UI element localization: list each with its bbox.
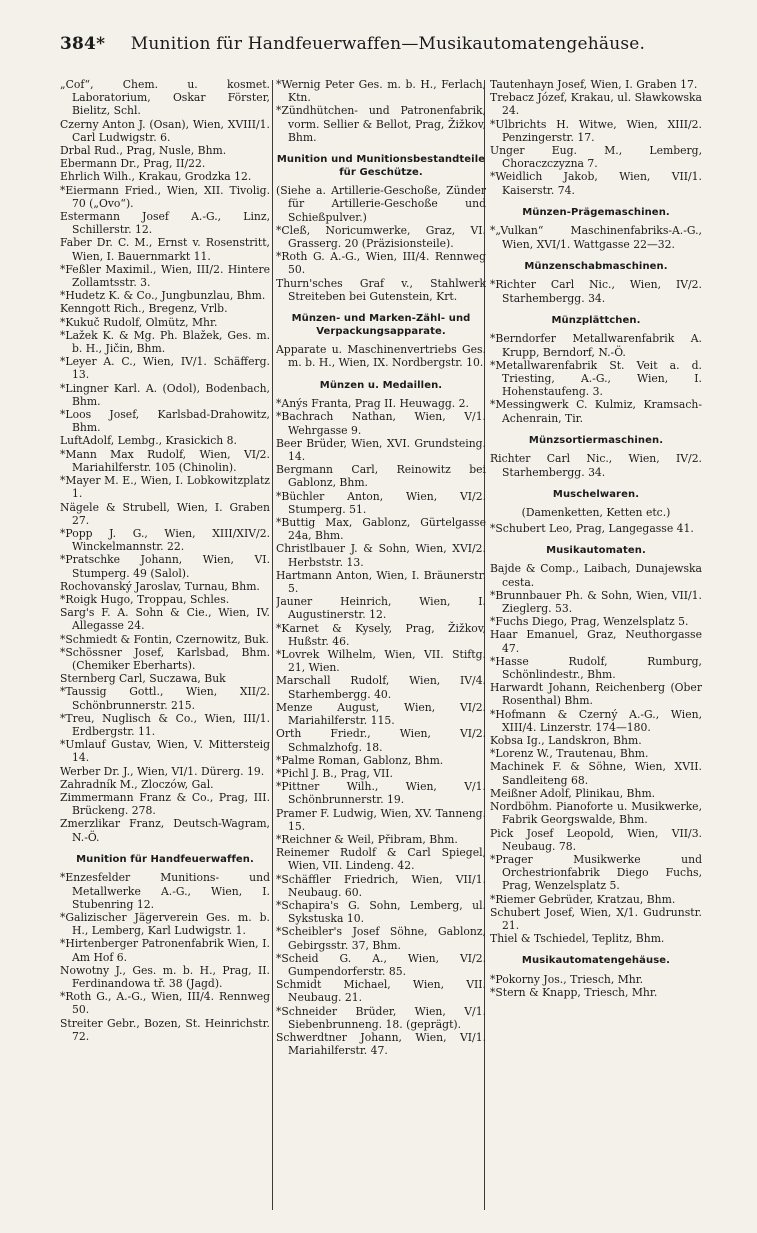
directory-entry: Bajde & Comp., Laibach, Dunajewska cesta. (490, 562, 702, 589)
directory-entry: Ebermann Dr., Prag, II/22. (60, 157, 206, 171)
directory-entry: *Brunnbauer Ph. & Sohn, Wien, VII/1. Zieglerg. 53. (490, 588, 702, 616)
directory-entry: *Zündhütchen- und Patronenfabrik, vorm. Sellier & Bellot, Prag, Žižkov, Bhm. (276, 104, 486, 144)
section-heading: Münzsortiermaschinen. (528, 434, 664, 446)
directory-entry: *Lažek K. & Mg. Ph. Blažek, Ges. m. b. H., Jičin, Bhm. (60, 328, 270, 356)
directory-entry: *Pratschke Johann, Wien, VI. Stumperg. 49 (Salol). (60, 553, 270, 580)
directory-entry: *Schössner Josef, Karlsbad, Bhm. (Chemiker Eberharts). (60, 645, 270, 672)
section-heading: Münzenschabmaschinen. (524, 260, 668, 272)
column-divider (272, 80, 273, 1210)
directory-entry: *Galizischer Jägerverein Ges. m. b. H., Lemberg, Karl Ludwigstr. 1. (60, 910, 270, 938)
directory-entry: *Weidlich Jakob, Wien, VII/1. Kaiserstr. 74. (490, 170, 702, 197)
directory-entry: Harwardt Johann, Reichenberg (Ober Rosenthal) Bhm. (490, 681, 702, 708)
directory-entry: *Anýs Franta, Prag II. Heuwagg. 2. (276, 397, 469, 411)
directory-entry: *Taussig Gottl., Wien, XII/2. Schönbrunnerstr. 215. (60, 685, 270, 712)
directory-entry: Menze August, Wien, VI/2. Mariahilferstr. 115. (276, 700, 486, 728)
directory-entry: Thiel & Tschiedel, Teplitz, Bhm. (490, 932, 665, 946)
directory-entry: Jauner Heinrich, Wien, I. Augustinerstr. 12. (276, 595, 486, 622)
directory-entry: *Lorenz W., Trautenau, Bhm. (490, 747, 649, 761)
section-heading: Münzplättchen. (551, 314, 641, 326)
directory-entry: Bergmann Carl, Reinowitz bei Gablonz, Bhm. (276, 463, 486, 490)
directory-entry: Machinek F. & Söhne, Wien, XVII. Sandleiteng 68. (490, 760, 702, 787)
directory-entry: Nowotny J., Ges. m. b. H., Prag, II. Ferdinandowa tř. 38 (Jagd). (60, 963, 270, 990)
directory-entry: *Schapira's G. Sohn, Lemberg, ul. Sykstuska 10. (276, 898, 486, 926)
section-heading: Muschelwaren. (552, 488, 640, 500)
section-heading: Musikautomatengehäuse. (521, 955, 671, 967)
directory-entry: *Mayer M. E., Wien, I. Lobkowitzplatz 1. (60, 474, 270, 501)
directory-entry: Sarg's F. A. Sohn & Cie., Wien, IV. Allegasse 24. (60, 606, 270, 633)
section-note: (Damenketten, Ketten etc.) (521, 506, 671, 520)
directory-entry: *Messingwerk C. Kulmiz, Kramsach-Achenrain, Tir. (490, 398, 702, 425)
directory-entry: Estermann Josef A.-G., Linz, Schillerstr. 12. (60, 210, 270, 237)
directory-entry: Nägele & Strubell, Wien, I. Graben 27. (60, 500, 270, 527)
directory-entry: *Lovrek Wilhelm, Wien, VII. Stiftg. 21, Wien. (276, 648, 486, 675)
directory-entry: Kenngott Rich., Bregenz, Vrlb. (60, 302, 228, 316)
directory-entry: *Roigk Hugo, Troppau, Schles. (60, 592, 230, 606)
directory-entry: *Bachrach Nathan, Wien, V/1. Wehrgasse 9. (276, 410, 486, 437)
directory-entry: Thurn'sches Graf v., Stahlwerk Streiteben bei Gutenstein, Krt. (276, 276, 486, 303)
directory-entry: *Enzesfelder Munitions- und Metallwerke A.-G., Wien, I. Stubenring 12. (60, 871, 270, 911)
directory-entry: *Hirtenberger Patronenfabrik Wien, I. Am Hof 6. (60, 937, 270, 964)
column-2 (276, 78, 486, 1218)
directory-entry: Rochovanský Jaroslav, Turnau, Bhm. (60, 579, 260, 593)
directory-entry: *Umlauf Gustav, Wien, V. Mittersteig 14. (60, 738, 270, 765)
directory-entry: Apparate u. Maschinenvertriebs Ges. m. b. H., Wien, IX. Nordbergstr. 10. (276, 343, 486, 370)
section-heading: Munition und Munitionsbestandteile für Geschütze. (276, 154, 486, 178)
directory-entry: Zahradník M., Zloczów, Gal. (60, 777, 214, 791)
running-title: Munition für Handfeuerwaffen—Musikautomatengehäuse. (130, 34, 646, 54)
directory-entry: Kobsa Ig., Landskron, Bhm. (490, 734, 642, 748)
directory-entry: *Scheid G. A., Wien, VI/2. Gumpendorferstr. 85. (276, 951, 486, 978)
directory-entry: Richter Carl Nic., Wien, IV/2. Starhembergg. 34. (490, 452, 702, 479)
directory-entry: Schwerdtner Johann, Wien, VI/1. Mariahilferstr. 47. (276, 1030, 486, 1058)
directory-entry: Schmidt Michael, Wien, VII. Neubaug. 21. (276, 978, 486, 1005)
directory-entry: Streiter Gebr., Bozen, St. Heinrichstr. 72. (60, 1016, 270, 1043)
directory-entry: *Riemer Gebrüder, Kratzau, Bhm. (490, 892, 676, 906)
directory-entry: *Prager Musikwerke und Orchestrionfabrik Diego Fuchs, Prag, Wenzelsplatz 5. (490, 852, 702, 893)
directory-entry: *Leyer A. C., Wien, IV/1. Schäfferg. 13. (60, 355, 270, 382)
directory-entry: Beer Brüder, Wien, XVI. Grundsteing. 14. (276, 436, 486, 464)
directory-entry: *Ulbrichts H. Witwe, Wien, XIII/2. Penzingerstr. 17. (490, 117, 702, 144)
directory-entry: Zmerzlikar Franz, Deutsch-Wagram, N.-Ö. (60, 817, 270, 844)
directory-entry: Pramer F. Ludwig, Wien, XV. Tanneng. 15. (276, 806, 486, 833)
directory-entry: *Fuchs Diego, Prag, Wenzelsplatz 5. (490, 615, 689, 629)
section-heading: Münzen u. Medaillen. (319, 379, 443, 391)
directory-entry: *Feßler Maximil., Wien, III/2. Hintere Zollamtsstr. 3. (60, 262, 270, 290)
directory-entry: Orth Friedr., Wien, VI/2. Schmalzhofg. 18. (276, 727, 486, 754)
directory-entry: *Karnet & Kysely, Prag, Žižkov, Hußstr. 46. (276, 621, 486, 648)
directory-entry: *Hasse Rudolf, Rumburg, Schönlindestr., Bhm. (490, 654, 702, 682)
directory-entry: *Büchler Anton, Wien, VI/2. Stumperg. 51. (276, 489, 486, 516)
directory-entry: Sternberg Carl, Suczawa, Buk (60, 672, 226, 686)
directory-entry: *Wernig Peter Ges. m. b. H., Ferlach, Ktn. (276, 78, 486, 105)
directory-entry: *Roth G., A.-G., Wien, III/4. Rennweg 50. (60, 990, 270, 1017)
directory-entry: *Schmiedt & Fontin, Czernowitz, Buk. (60, 632, 269, 646)
directory-entry: Pick Josef Leopold, Wien, VII/3. Neubaug. 78. (490, 826, 702, 853)
directory-entry: Zimmermann Franz & Co., Prag, III. Brückeng. 278. (60, 790, 270, 818)
directory-entry: Hartmann Anton, Wien, I. Bräunerstr. 5. (276, 568, 486, 596)
directory-entry: Ehrlich Wilh., Krakau, Grodzka 12. (60, 170, 252, 184)
directory-entry: Czerny Anton J. (Osan), Wien, XVIII/1. Carl Ludwigstr. 6. (60, 117, 270, 144)
directory-entry: Faber Dr. C. M., Ernst v. Rosenstritt, Wien, I. Bauernmarkt 11. (60, 236, 270, 263)
directory-entry: *Popp J. G., Wien, XIII/XIV/2. Winckelmannstr. 22. (60, 526, 270, 554)
directory-entry: Werber Dr. J., Wien, VI/1. Dürerg. 19. (60, 764, 265, 778)
directory-entry: *Hofmann & Czerný A.-G., Wien, XIII/4. Linzerstr. 174—180. (490, 707, 702, 734)
directory-entry: Meißner Adolf, Plinikau, Bhm. (490, 786, 656, 800)
directory-entry: *Buttig Max, Gablonz, Gürtelgasse 24a, Bhm. (276, 516, 486, 543)
section-heading: Munition für Handfeuerwaffen. (76, 853, 254, 865)
directory-entry: *Lingner Karl. A. (Odol), Bodenbach, Bhm. (60, 381, 270, 408)
directory-entry: *Loos Josef, Karlsbad-Drahowitz, Bhm. (60, 408, 270, 435)
directory-entry: *Treu, Nuglisch & Co., Wien, III/1. Erdbergstr. 11. (60, 711, 270, 738)
directory-entry: Drbal Rud., Prag, Nusle, Bhm. (60, 144, 227, 158)
directory-entry: Marschall Rudolf, Wien, IV/4. Starhembergg. 40. (276, 674, 486, 701)
directory-entry: *Schneider Brüder, Wien, V/1. Siebenbrunneng. 18. (geprägt). (276, 1004, 486, 1031)
directory-entry: Tautenhayn Josef, Wien, I. Graben 17. (490, 78, 698, 91)
directory-entry: Trebacz Józef, Krakau, ul. Sławkowska 24. (490, 91, 702, 118)
directory-entry: Reinemer Rudolf & Carl Spiegel, Wien, VII. Lindeng. 42. (276, 846, 486, 873)
directory-entry: *Schubert Leo, Prag, Langegasse 41. (490, 521, 694, 535)
column-3 (490, 78, 702, 1218)
directory-entry: *Kukuč Rudolf, Olmütz, Mhr. (60, 315, 218, 329)
directory-entry: (Siehe a. Artillerie-Geschoße, Zünder für Artillerie-Geschoße und Schießpulver.) (276, 184, 486, 224)
directory-entry: *Eiermann Fried., Wien, XII. Tivolig. 70 („Ovo“). (60, 183, 270, 210)
section-heading: Münzen- und Marken-Zähl- und Verpackungsapparate. (291, 313, 471, 337)
directory-entry: Nordböhm. Pianoforte u. Musikwerke, Fabrik Georgswalde, Bhm. (490, 800, 702, 827)
directory-entry: *Schäffler Friedrich, Wien, VII/1. Neubaug. 60. (276, 872, 486, 899)
column-1 (60, 78, 270, 1218)
directory-entry: *Pichl J. B., Prag, VII. (276, 766, 393, 780)
directory-entry: Christlbauer J. & Sohn, Wien, XVI/2. Herbststr. 13. (276, 542, 486, 569)
directory-entry: *Reichner & Weil, Přibram, Bhm. (276, 832, 458, 846)
directory-entry: LuftAdolf, Lembg., Krasickich 8. (60, 434, 237, 448)
section-heading: Musikautomaten. (546, 544, 646, 556)
directory-entry: Schubert Josef, Wien, X/1. Gudrunstr. 21. (490, 905, 702, 932)
directory-entry: *Palme Roman, Gablonz, Bhm. (276, 753, 444, 767)
directory-entry: Haar Emanuel, Graz, Neuthorgasse 47. (490, 628, 702, 655)
page-number: 384* (60, 34, 106, 54)
directory-entry: *Cleß, Noricumwerke, Graz, VI. Grasserg. 20 (Präzisionsteile). (276, 223, 486, 251)
directory-entry: *Richter Carl Nic., Wien, IV/2. Starhembergg. 34. (490, 278, 702, 305)
directory-entry: „Cof“, Chem. u. kosmet. Laboratorium, Oskar Förster, Bielitz, Schl. (60, 78, 270, 118)
directory-entry: *Scheibler's Josef Söhne, Gablonz, Gebirgsstr. 37, Bhm. (276, 925, 486, 952)
directory-entry: Unger Eug. M., Lemberg, Choraczczyzna 7. (490, 144, 702, 171)
directory-entry: *Pokorny Jos., Triesch, Mhr. (490, 972, 644, 986)
directory-entry: *Mann Max Rudolf, Wien, VI/2. Mariahilferstr. 105 (Chinolin). (60, 447, 270, 474)
directory-entry: *„Vulkan“ Maschinenfabriks-A.-G., Wien, XVI/1. Wattgasse 22—32. (490, 224, 702, 251)
directory-entry: *Metallwarenfabrik St. Veit a. d. Triesting, A.-G., Wien, I. Hohenstaufeng. 3. (490, 358, 702, 399)
directory-entry: *Stern & Knapp, Triesch, Mhr. (490, 986, 658, 1000)
page-header (60, 34, 700, 60)
directory-entry: *Roth G. A.-G., Wien, III/4. Rennweg 50. (276, 250, 486, 277)
directory-entry: *Pittner Wilh., Wien, V/1. Schönbrunnerstr. 19. (276, 780, 486, 807)
section-heading: Münzen-Prägemaschinen. (522, 206, 670, 218)
directory-entry: *Berndorfer Metallwarenfabrik A. Krupp, Berndorf, N.-Ö. (490, 332, 702, 359)
directory-entry: *Hudetz K. & Co., Jungbunzlau, Bhm. (60, 289, 266, 303)
